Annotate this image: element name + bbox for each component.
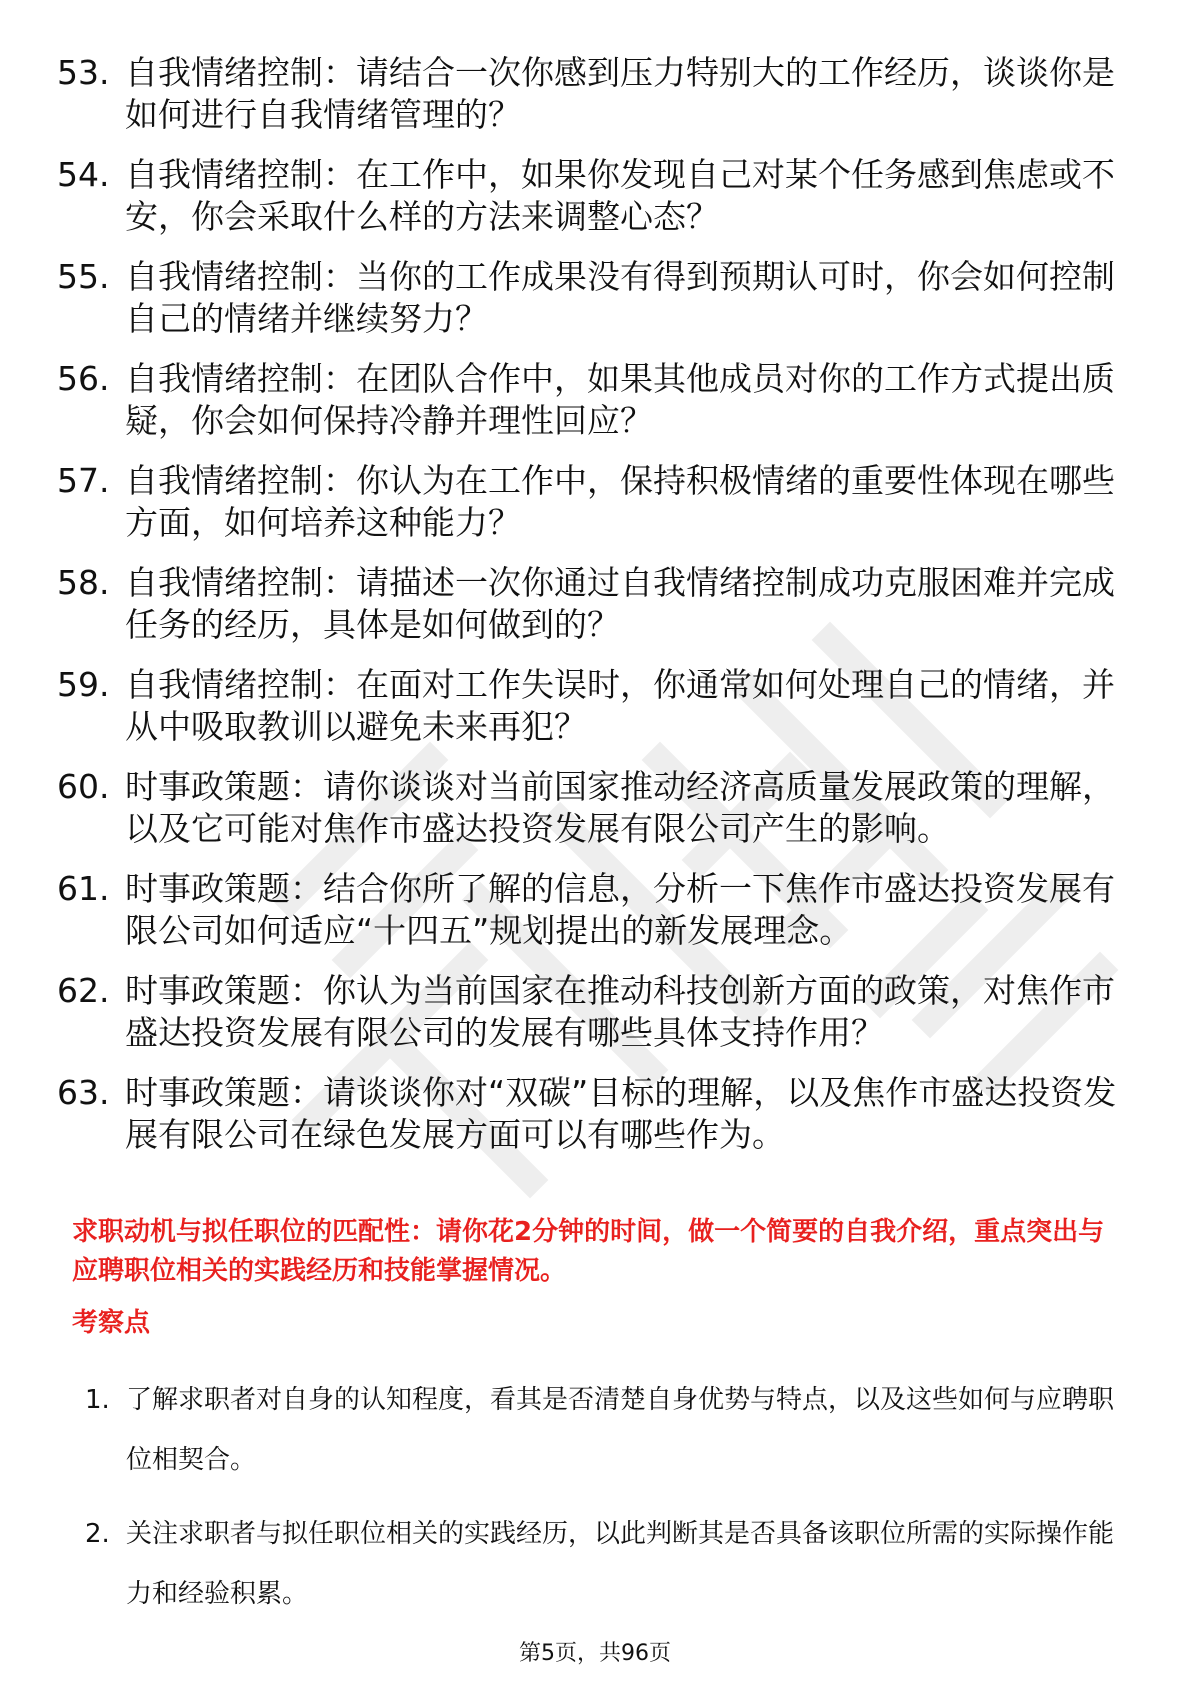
question-text: 自我情绪控制：在工作中，如果你发现自己对某个任务感到焦虑或不安，你会采取什么样的方法来调整心态？ xyxy=(125,155,1115,236)
highlight-question: 求职动机与拟任职位的匹配性：请你花2分钟的时间，做一个简要的自我介绍，重点突出与应聘职位相关的实践经历和技能掌握情况。 xyxy=(72,1217,1105,1286)
question-item xyxy=(57,766,1117,850)
question-number: 57. xyxy=(57,461,110,500)
question-number: 60. xyxy=(57,767,110,806)
question-text: 时事政策题：请你谈谈对当前国家推动经济高质量发展政策的理解，以及它可能对焦作市盛达投资发展有限公司产生的影响。 xyxy=(125,767,1115,848)
question-item xyxy=(57,154,1117,238)
question-item xyxy=(57,970,1117,1054)
assessment-point xyxy=(85,1370,1115,1490)
question-item xyxy=(57,52,1117,136)
question-text: 自我情绪控制：在面对工作失误时，你通常如何处理自己的情绪，并从中吸取教训以避免未来再犯？ xyxy=(125,665,1115,746)
question-text: 自我情绪控制：请结合一次你感到压力特别大的工作经历，谈谈你是如何进行自我情绪管理的？ xyxy=(125,53,1115,134)
assessment-points-list xyxy=(85,1370,1115,1638)
question-item xyxy=(57,868,1117,952)
question-text: 时事政策题：你认为当前国家在推动科技创新方面的政策，对焦作市盛达投资发展有限公司的发展有哪些具体支持作用？ xyxy=(125,971,1115,1052)
question-number: 54. xyxy=(57,155,110,194)
assessment-point xyxy=(85,1504,1115,1624)
question-item xyxy=(57,256,1117,340)
question-number: 58. xyxy=(57,563,110,602)
question-text: 自我情绪控制：当你的工作成果没有得到预期认可时，你会如何控制自己的情绪并继续努力？ xyxy=(125,257,1115,338)
section-title: 考察点 xyxy=(72,1308,151,1338)
question-item xyxy=(57,358,1117,442)
question-item xyxy=(57,664,1117,748)
point-number: 2. xyxy=(85,1519,110,1549)
point-text: 了解求职者对自身的认知程度，看其是否清楚自身优势与特点，以及这些如何与应聘职位相契合。 xyxy=(126,1385,1115,1475)
question-text: 自我情绪控制：你认为在工作中，保持积极情绪的重要性体现在哪些方面，如何培养这种能力？ xyxy=(125,461,1115,542)
question-item xyxy=(57,562,1117,646)
question-number: 55. xyxy=(57,257,110,296)
question-number: 61. xyxy=(57,869,110,908)
question-text: 自我情绪控制：请描述一次你通过自我情绪控制成功克服困难并完成任务的经历，具体是如何做到的？ xyxy=(125,563,1115,644)
question-number: 59. xyxy=(57,665,110,704)
question-text: 时事政策题：请谈谈你对“双碳”目标的理解，以及焦作市盛达投资发展有限公司在绿色发展方面可以有哪些作为。 xyxy=(125,1073,1117,1154)
question-number: 53. xyxy=(57,53,110,92)
point-text: 关注求职者与拟任职位相关的实践经历，以此判断其是否具备该职位所需的实际操作能力和经验积累。 xyxy=(126,1519,1115,1609)
point-number: 1. xyxy=(85,1385,110,1415)
question-item xyxy=(57,1072,1117,1156)
question-number: 63. xyxy=(57,1073,110,1112)
question-item xyxy=(57,460,1117,544)
question-number: 62. xyxy=(57,971,110,1010)
question-list xyxy=(57,52,1117,1174)
question-text: 自我情绪控制：在团队合作中，如果其他成员对你的工作方式提出质疑，你会如何保持冷静并理性回应？ xyxy=(125,359,1115,440)
question-text: 时事政策题：结合你所了解的信息，分析一下焦作市盛达投资发展有限公司如何适应“十四五”规划提出的新发展理念。 xyxy=(125,869,1115,950)
page-footer: 第5页，共96页 xyxy=(519,1641,671,1666)
question-number: 56. xyxy=(57,359,110,398)
